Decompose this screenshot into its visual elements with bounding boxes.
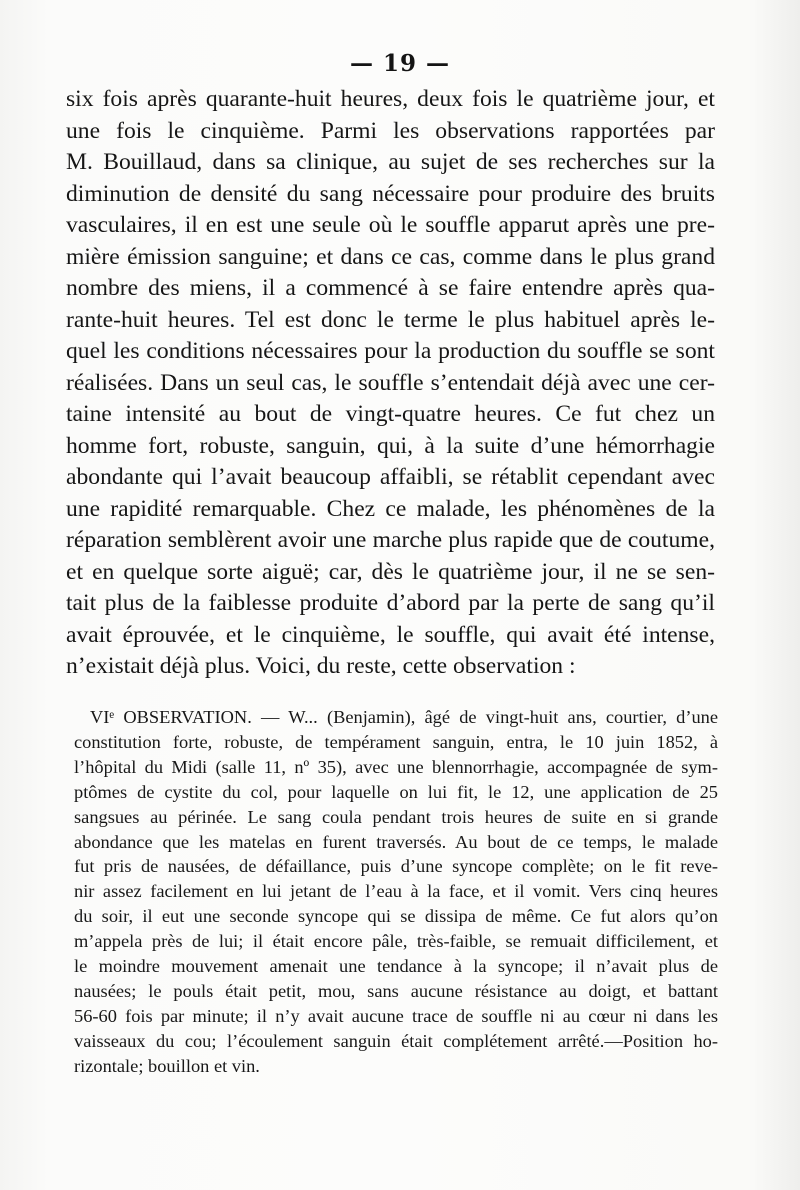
text-line: taine intensité au bout de vingt-quatre heures. Ce fut chez un	[66, 401, 715, 427]
observation-line: sangsues au périnée. Le sang coula pendant trois heures de suite en si grande	[74, 806, 718, 827]
text-line: nombre des miens, il a commencé à se faire entendre après qua-	[66, 275, 715, 301]
text-line: mière émission sanguine; et dans ce cas, comme dans le plus grand	[66, 243, 715, 270]
text-line: réalisées. Dans un seul cas, le souffle s’entendait déjà avec une cer-	[66, 369, 715, 396]
observation-line: vaisseaux du cou; l’écoulement sanguin était complétement arrêté.—Position ho-	[74, 1030, 718, 1051]
text-line: avait éprouvée, et le cinquième, le souffle, qui avait été intense,	[66, 621, 715, 648]
observation-paragraph	[74, 705, 718, 1079]
page-number: — 19 —	[349, 50, 451, 77]
observation-line: nausées; le pouls était petit, mou, sans aucune résistance au doigt, et battant	[74, 980, 718, 1001]
observation-line: l’hôpital du Midi (salle 11, nº 35), avec une blennorrhagie, accompagnée de sym-	[74, 756, 718, 777]
text-line: abondante qui l’avait beaucoup affaibli, se rétablit cependant avec	[66, 464, 715, 490]
observation-line: abondance que les matelas en furent traversés. Au bout de ce temps, le malade	[74, 831, 718, 852]
text-line: une fois le cinquième. Parmi les observations rapportées par	[66, 117, 715, 144]
observation-line: nir assez facilement en lui jetant de l’eau à la face, et il vomit. Vers cinq heures	[74, 881, 718, 902]
text-line: quel les conditions nécessaires pour la production du souffle se sont	[66, 338, 715, 364]
observation-line: m’appela près de lui; il était encore pâle, très-faible, se remuait difficilement, et	[74, 931, 718, 952]
text-line: M. Bouillaud, dans sa clinique, au sujet de ses recherches sur la	[66, 149, 715, 175]
text-line: n’existait déjà plus. Voici, du reste, cette observation :	[66, 653, 576, 679]
text-line: et en quelque sorte aiguë; car, dès le quatrième jour, il ne se sen-	[66, 558, 715, 585]
text-line: réparation semblèrent avoir une marche plus rapide que de coutume,	[66, 527, 715, 553]
text-line: diminution de densité du sang nécessaire pour produire des bruits	[66, 180, 715, 207]
observation-line: 56-60 fois par minute; il n’y avait aucune trace de souffle ni au cœur ni dans les	[74, 1005, 718, 1026]
text-line: rante-huit heures. Tel est donc le terme le plus habituel après le-	[66, 306, 715, 333]
text-line: homme fort, robuste, sanguin, qui, à la suite d’une hémorrhagie	[66, 432, 715, 459]
text-line: une rapidité remarquable. Chez ce malade, les phénomènes de la	[66, 495, 715, 522]
text-line: vasculaires, il en est une seule où le souffle apparut après une pre-	[66, 212, 715, 238]
observation-line: le moindre mouvement amenait une tendance à la syncope; il n’avait plus de	[74, 956, 718, 977]
text-line: six fois après quarante-huit heures, deux fois le quatrième jour, et	[66, 86, 715, 112]
observation-line: fut pris de nausées, de défaillance, puis d’une syncope complète; on le fit reve-	[74, 856, 718, 877]
observation-line: VIᵉ OBSERVATION. — W... (Benjamin), âgé de vingt-huit ans, courtier, d’une	[90, 707, 718, 727]
observation-line: du soir, il eut une seconde syncope qui se dissipa de même. Ce fut alors qu’on	[74, 906, 718, 927]
text-line: tait plus de la faiblesse produite d’abord par la perte de sang qu’il	[66, 590, 715, 616]
observation-line: ptômes de cystite du col, pour laquelle on lui fit, le 12, une application de 25	[74, 781, 718, 802]
observation-line: constitution forte, robuste, de tempérament sanguin, entra, le 10 juin 1852, à	[74, 731, 718, 752]
main-paragraph	[66, 84, 715, 683]
observation-line: rizontale; bouillon et vin.	[74, 1055, 260, 1076]
